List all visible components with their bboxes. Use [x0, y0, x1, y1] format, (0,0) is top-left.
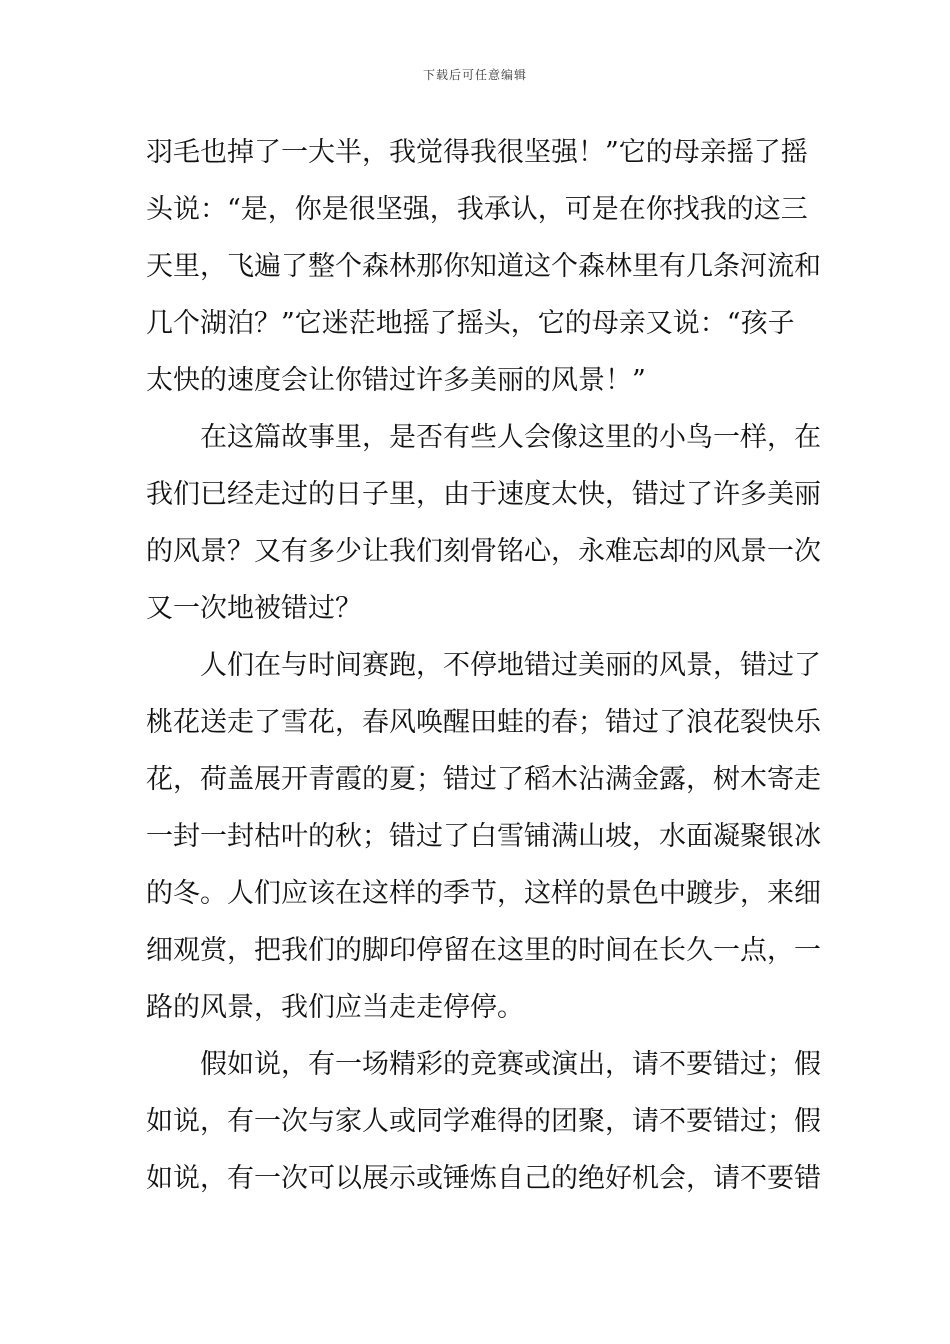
text-line: 细观赏，把我们的脚印停留在这里的时间在长久一点，一 [146, 935, 821, 966]
text-line: 花，荷盖展开青霞的夏；错过了稻木沾满金露，树木寄走 [146, 764, 821, 795]
text-line: 路的风景，我们应当走走停停。 [146, 992, 524, 1023]
header-note: 下载后可任意编辑 [422, 68, 527, 82]
text-line: 几个湖泊？”它迷茫地摇了摇头，它的母亲又说：“孩子 [146, 308, 795, 339]
paragraph-4 [146, 1036, 821, 1207]
text-line: 桃花送走了雪花，春风唤醒田蛙的春；错过了浪花裂快乐 [146, 707, 821, 738]
text-line: 头说：“是，你是很坚强，我承认，可是在你找我的这三 [146, 194, 808, 225]
text-line: 的冬。人们应该在这样的季节，这样的景色中踱步，来细 [146, 878, 821, 909]
body-text [146, 124, 821, 1207]
text-line: 假如说，有一场精彩的竞赛或演出，请不要错过；假 [200, 1049, 821, 1080]
paragraph-1 [146, 124, 821, 409]
text-line: 如说，有一次与家人或同学难得的团聚，请不要错过；假 [146, 1106, 821, 1137]
text-line: 太快的速度会让你错过许多美丽的风景！” [146, 365, 646, 396]
paragraph-2 [146, 409, 821, 637]
text-line: 羽毛也掉了一大半，我觉得我很坚强！”它的母亲摇了摇 [146, 137, 808, 168]
text-line: 又一次地被错过？ [146, 593, 362, 624]
paragraph-3 [146, 637, 821, 1036]
text-line: 如说，有一次可以展示或锤炼自己的绝好机会，请不要错 [146, 1163, 821, 1194]
text-line: 我们已经走过的日子里，由于速度太快，错过了许多美丽 [146, 479, 821, 510]
text-line: 人们在与时间赛跑，不停地错过美丽的风景，错过了 [200, 650, 821, 681]
text-line: 天里，飞遍了整个森林那你知道这个森林里有几条河流和 [146, 251, 821, 282]
text-line: 一封一封枯叶的秋；错过了白雪铺满山坡，水面凝聚银冰 [146, 821, 821, 852]
text-line: 在这篇故事里，是否有些人会像这里的小鸟一样，在 [200, 422, 821, 453]
text-line: 的风景？又有多少让我们刻骨铭心，永难忘却的风景一次 [146, 536, 821, 567]
